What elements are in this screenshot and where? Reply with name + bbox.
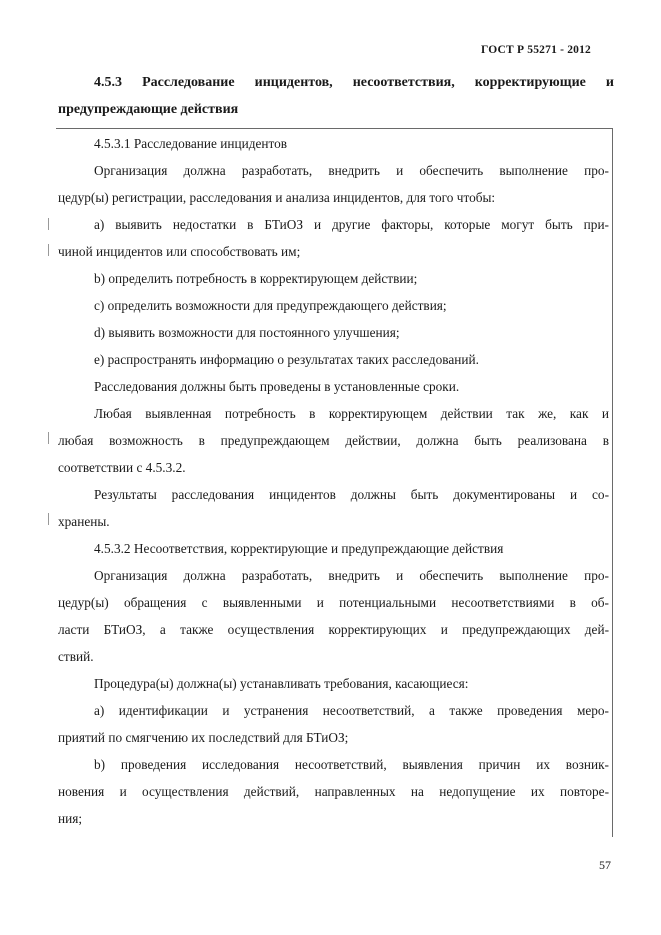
paragraph-line: чиной инцидентов или способствовать им; [58,244,301,259]
paragraph-line: Результаты расследования инцидентов должны быть документированы и со- [94,487,609,502]
list-item: b) проведения исследования несоответствий, выявления причин их возник- [94,757,609,772]
paragraph-line: Организация должна разработать, внедрить и обеспечить выполнение про- [94,163,609,178]
margin-mark [48,218,52,230]
paragraph-line: соответствии с 4.5.3.2. [58,460,186,475]
paragraph-line: цедур(ы) регистрации, расследования и анализа инцидентов, для того чтобы: [58,190,496,205]
list-item: b) определить потребность в корректирующем действии; [94,271,418,286]
page-header-standard: ГОСТ Р 55271 - 2012 [481,44,591,56]
list-item: d) выявить возможности для постоянного улучшения; [94,325,400,340]
paragraph-line: Организация должна разработать, внедрить и обеспечить выполнение про- [94,568,609,583]
list-item: e) распространять информацию о результатах таких расследований. [94,352,479,367]
section-title-line-1: 4.5.3 Расследование инцидентов, несоответствия, корректирующие и [94,75,614,90]
section-title [58,70,614,123]
paragraph-line: любая возможность в предупреждающем действии, должна быть реализована в [58,433,609,448]
paragraph-line: а) выявить недостатки в БТиОЗ и другие факторы, которые могут быть при- [94,217,609,232]
paragraph-line: цедур(ы) обращения с выявленными и потенциальными несоответствиями в об- [58,595,609,610]
list-item: приятий по смягчению их последствий для БТиОЗ; [58,730,349,745]
paragraph-line: Любая выявленная потребность в корректирующем действии так же, как и [94,406,609,421]
section-title-line-2: предупреждающие действия [58,101,239,117]
page-number: 57 [599,858,611,872]
paragraph-line: ствий. [58,649,94,664]
list-item: новения и осуществления действий, направленных на недопущение их повторе- [58,784,609,799]
margin-mark [48,244,52,256]
subsection-heading: 4.5.3.1 Расследование инцидентов [94,136,288,151]
list-item: ния; [58,811,83,826]
paragraph-line: Процедура(ы) должна(ы) устанавливать требования, касающиеся: [94,676,469,691]
paragraph-line: хранены. [58,514,110,529]
list-item: c) определить возможности для предупреждающего действия; [94,298,447,313]
list-item: a) идентификации и устранения несоответствий, а также проведения меро- [94,703,609,718]
margin-mark [48,432,52,444]
margin-mark [48,513,52,525]
paragraph-line: Расследования должны быть проведены в установленные сроки. [94,379,460,394]
subsection-heading: 4.5.3.2 Несоответствия, корректирующие и предупреждающие действия [94,541,504,556]
paragraph-line: ласти БТиОЗ, а также осуществления корректирующих и предупреждающих дей- [58,622,609,637]
